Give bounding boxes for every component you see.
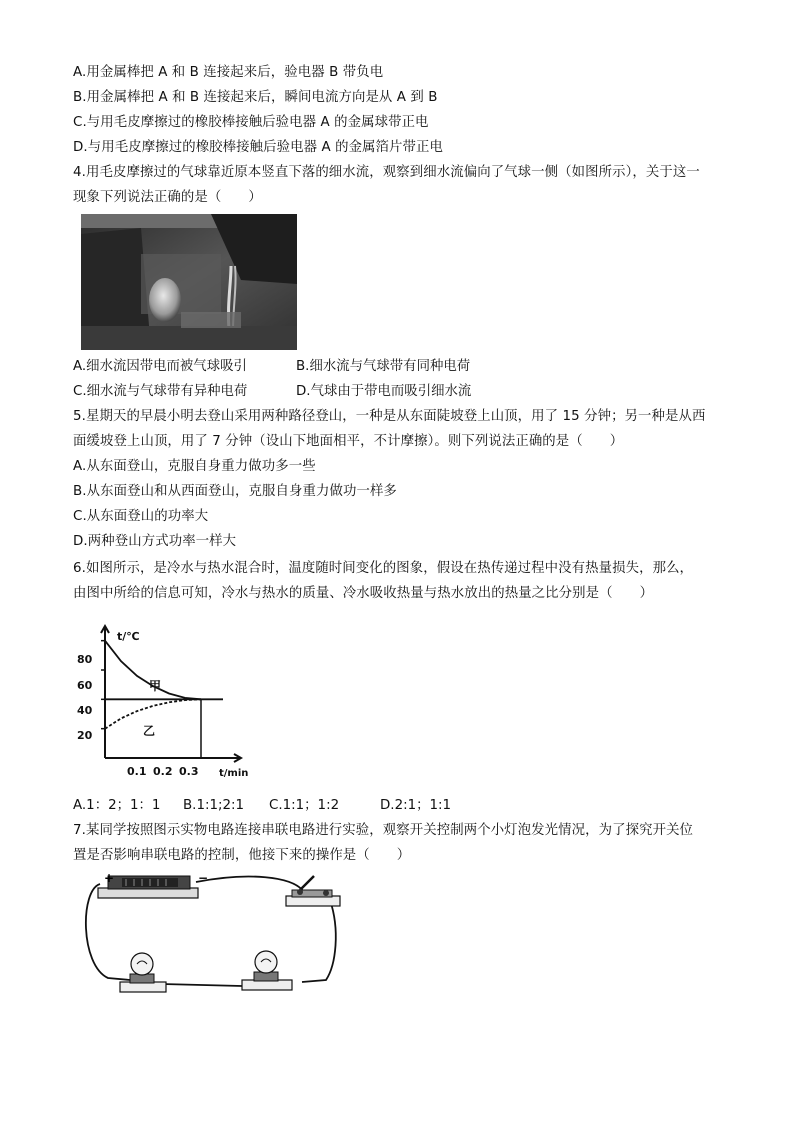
q4-option-d: D.气球由于带电而吸引细水流 [296,384,472,399]
bulb-right-icon [242,951,292,990]
series-label-jia: 甲 [149,679,162,693]
series-circuit-drawing [78,870,348,1005]
q4-option-b: B.细水流与气球带有同种电荷 [296,359,471,374]
q3-option-c: C.与用毛皮摩擦过的橡胶棒接触后验电器 A 的金属球带正电 [73,115,429,130]
q3-option-b: B.用金属棒把 A 和 B 连接起来后，瞬间电流方向是从 A 到 B [73,90,438,105]
q5-stem-line1: 5.星期天的早晨小明去登山采用两种路径登山，一种是从东面陡坡登上山顶，用了 15 分钟；另一种是从西 [73,409,706,424]
y-tick-60: 60 [77,679,93,692]
x-axis-label: t/min [219,768,249,779]
x-tick-0.2: 0.2 [153,765,173,778]
y-tick-20: 20 [77,729,93,742]
temperature-time-chart-svg [73,618,253,783]
q3-option-d: D.与用毛皮摩擦过的橡胶棒接触后验电器 A 的金属箔片带正电 [73,140,444,155]
q4-option-a: A.细水流因带电而被气球吸引 [73,359,247,374]
q6-stem-line1: 6.如图所示，是冷水与热水混合时，温度随时间变化的图象，假设在热传递过程中没有热量损失，那么， [73,561,694,576]
balloon-water-photo [81,214,297,350]
q4-option-c: C.细水流与气球带有异种电荷 [73,384,248,399]
series-label-yi: 乙 [143,724,156,738]
temperature-time-chart [73,618,253,787]
q6-option-c: C.1:1；1:2 [269,798,340,813]
q5-stem-line2: 面缓坡登上山顶，用了 7 分钟（设山下地面相平，不计摩擦）。则下列说法正确的是（ ） [73,434,624,449]
q4-stem-line1: 4.用毛皮摩擦过的气球靠近原本竖直下落的细水流，观察到细水流偏向了气球一侧（如图所示），关于这一 [73,165,700,180]
series-circuit-diagram [78,870,348,1009]
battery-plus-label: + [104,871,115,885]
q5-option-c: C.从东面登山的功率大 [73,509,209,524]
q7-stem-line2: 置是否影响串联电路的控制，他接下来的操作是（ ） [73,848,411,863]
y-tick-40: 40 [77,704,93,717]
switch-icon [286,876,340,906]
bulb-left-icon [120,953,166,992]
q5-option-b: B.从东面登山和从西面登山，克服自身重力做功一样多 [73,484,397,499]
q3-option-a: A.用金属棒把 A 和 B 连接起来后，验电器 B 带负电 [73,65,384,80]
q6-option-a: A.1：2；1：1 [73,798,161,813]
balloon-water-photo-drawing [81,214,297,350]
q6-option-b: B.1:1;2:1 [183,798,245,813]
y-axis-label: t/℃ [117,630,140,643]
q7-stem-line1: 7.某同学按照图示实物电路连接串联电路进行实验，观察开关控制两个小灯泡发光情况，为了探究开关位 [73,823,694,838]
battery-minus-label: − [198,871,209,885]
q5-option-d: D.两种登山方式功率一样大 [73,534,237,549]
q5-option-a: A.从东面登山，克服自身重力做功多一些 [73,459,316,474]
x-tick-0.1: 0.1 [127,765,147,778]
x-tick-0.3: 0.3 [179,765,199,778]
q4-stem-line2: 现象下列说法正确的是（ ） [73,190,262,205]
q6-stem-line2: 由图中所给的信息可知，冷水与热水的质量、冷水吸收热量与热水放出的热量之比分别是（ ） [73,586,654,601]
q6-option-d: D.2:1；1:1 [380,798,452,813]
y-tick-80: 80 [77,653,93,666]
